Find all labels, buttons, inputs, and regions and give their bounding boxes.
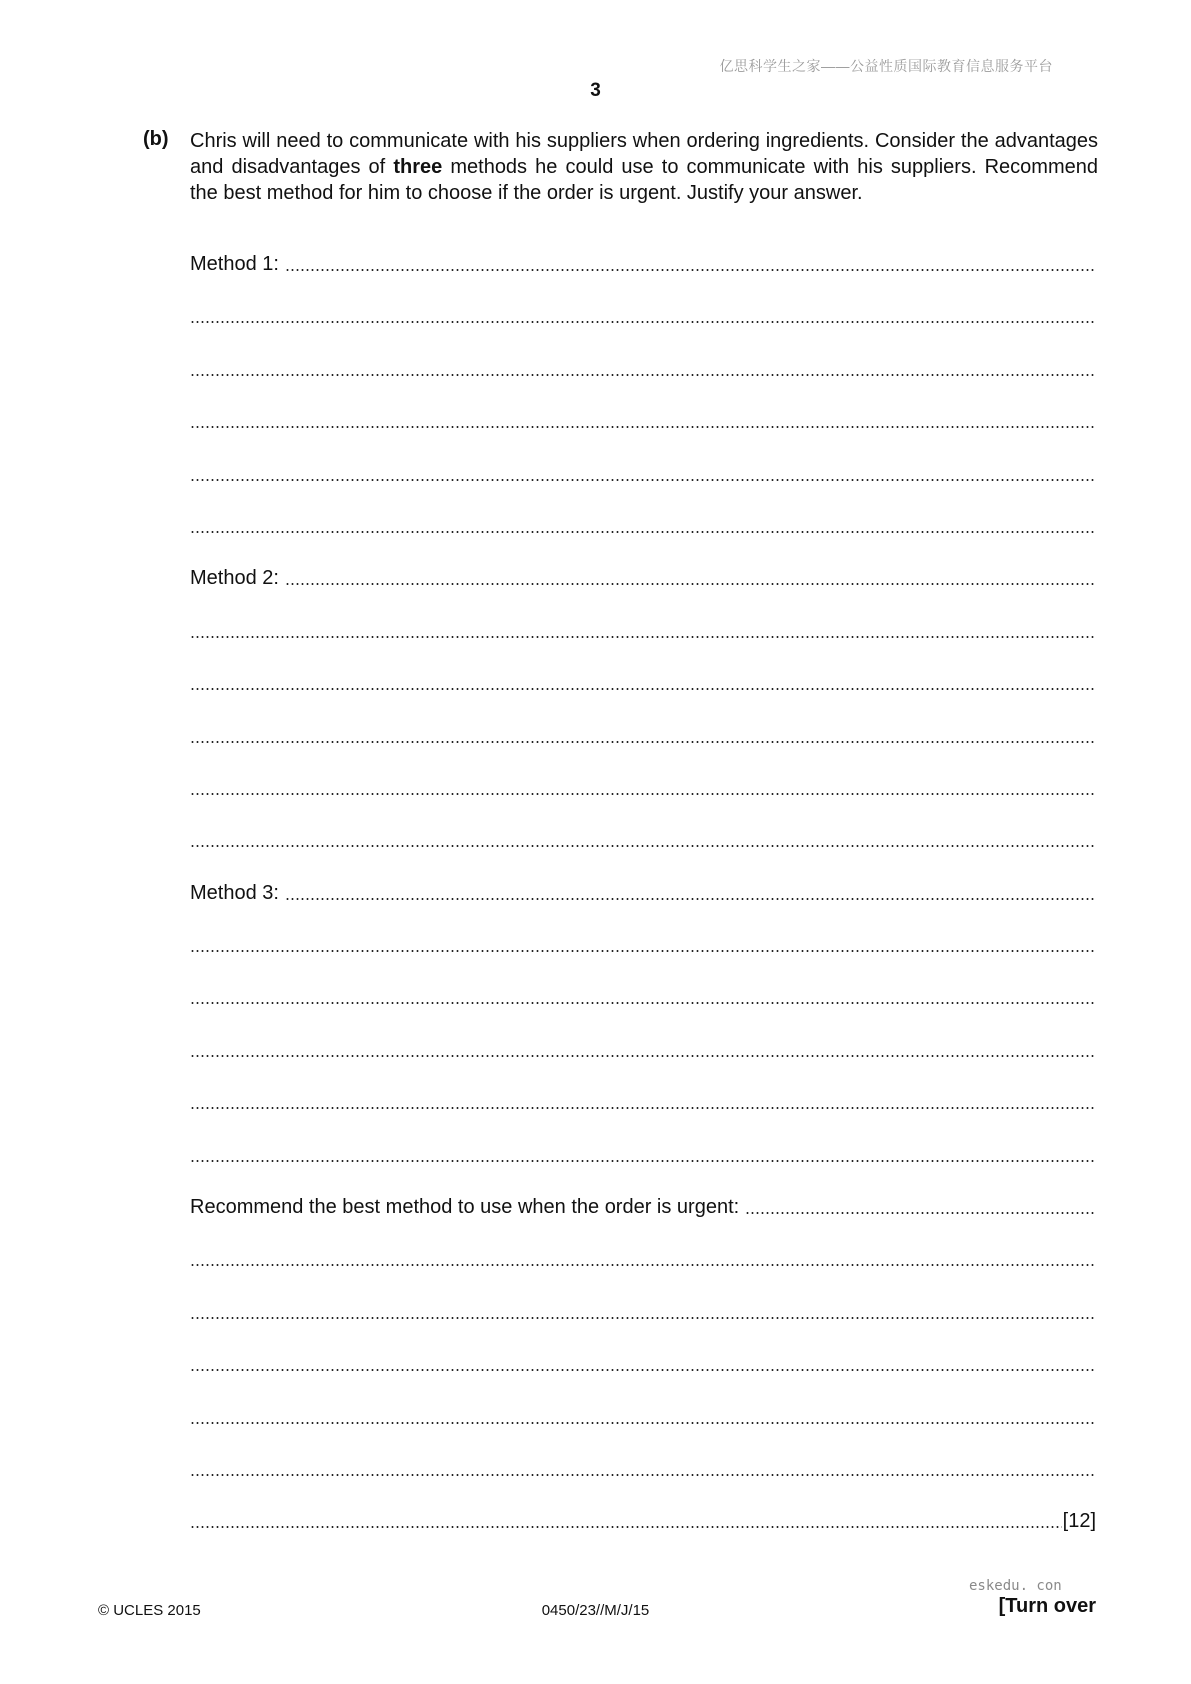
marks-allocation: [12] xyxy=(1062,1510,1096,1533)
answer-line[interactable] xyxy=(190,695,1096,747)
answer-line[interactable] xyxy=(190,590,1096,642)
answer-line[interactable] xyxy=(190,538,1096,590)
copyright-notice: © UCLES 2015 xyxy=(98,1602,201,1619)
dotted-line xyxy=(190,426,1096,428)
dotted-line xyxy=(190,531,1096,533)
dotted-line xyxy=(190,1526,1062,1528)
dotted-line xyxy=(190,741,1096,743)
answer-line[interactable] xyxy=(190,1114,1096,1166)
dotted-line xyxy=(190,845,1096,847)
answer-line[interactable] xyxy=(190,252,1096,276)
method-3-label: Method 3: xyxy=(190,881,279,904)
answer-line[interactable] xyxy=(190,643,1096,695)
page-number: 3 xyxy=(590,80,601,101)
question-text-start: Chris will need to communicate with his suppliers when ordering ingredients. Consider the advantages and disadvantages of xyxy=(190,130,1098,178)
dotted-line xyxy=(190,1160,1096,1162)
answer-line[interactable] xyxy=(190,1324,1096,1376)
dotted-line xyxy=(285,269,1096,271)
dotted-line xyxy=(190,1264,1096,1266)
answer-line[interactable] xyxy=(190,486,1096,538)
question-bold-word: three xyxy=(393,156,443,178)
dotted-line xyxy=(190,321,1096,323)
answer-line[interactable] xyxy=(190,748,1096,800)
dotted-line xyxy=(190,636,1096,638)
answer-line[interactable] xyxy=(190,1376,1096,1428)
dotted-line xyxy=(190,950,1096,952)
method-1-label: Method 1: xyxy=(190,253,279,275)
method-2-label: Method 2: xyxy=(190,567,279,590)
question-text xyxy=(190,128,1098,206)
dotted-line xyxy=(190,793,1096,795)
answer-line[interactable] xyxy=(190,381,1096,433)
answer-line[interactable] xyxy=(190,1009,1096,1061)
dotted-line xyxy=(190,1317,1096,1319)
dotted-line xyxy=(190,1055,1096,1057)
question-text-end: methods he could use to communicate with his suppliers. Recommend the best method for him to choose if the order is urgent. Justify your answer. xyxy=(190,156,1098,204)
dotted-line xyxy=(190,1002,1096,1004)
answer-line[interactable] xyxy=(190,1429,1096,1481)
answer-area xyxy=(190,252,1096,1533)
answer-line[interactable] xyxy=(190,905,1096,957)
dotted-line xyxy=(190,479,1096,481)
recommend-label: Recommend the best method to use when the order is urgent: xyxy=(190,1196,740,1219)
dotted-line xyxy=(285,898,1096,900)
paper-code: 0450/23//M/J/15 xyxy=(541,1602,650,1619)
dotted-line xyxy=(745,1212,1096,1214)
answer-line[interactable] xyxy=(190,957,1096,1009)
dotted-line xyxy=(190,374,1096,376)
watermark-header: 亿思科学生之家——公益性质国际教育信息服务平台 xyxy=(719,58,1053,74)
dotted-line xyxy=(190,688,1096,690)
answer-line[interactable] xyxy=(190,800,1096,852)
answer-line[interactable] xyxy=(190,328,1096,380)
dotted-line xyxy=(190,1422,1096,1424)
answer-line[interactable] xyxy=(190,276,1096,328)
turn-over-label: [Turn over xyxy=(998,1595,1096,1617)
dotted-line xyxy=(190,1474,1096,1476)
answer-line[interactable] xyxy=(190,1219,1096,1271)
dotted-line xyxy=(190,1107,1096,1109)
answer-line[interactable] xyxy=(190,1167,1096,1219)
dotted-line xyxy=(190,1369,1096,1371)
dotted-line xyxy=(285,583,1096,585)
question-part-label: (b) xyxy=(143,128,169,150)
answer-line[interactable] xyxy=(190,1062,1096,1114)
answer-line[interactable] xyxy=(190,1481,1096,1533)
watermark-footer: eskedu. con xyxy=(969,1578,1062,1594)
answer-line[interactable] xyxy=(190,433,1096,485)
answer-line[interactable] xyxy=(190,852,1096,904)
answer-line[interactable] xyxy=(190,1271,1096,1323)
